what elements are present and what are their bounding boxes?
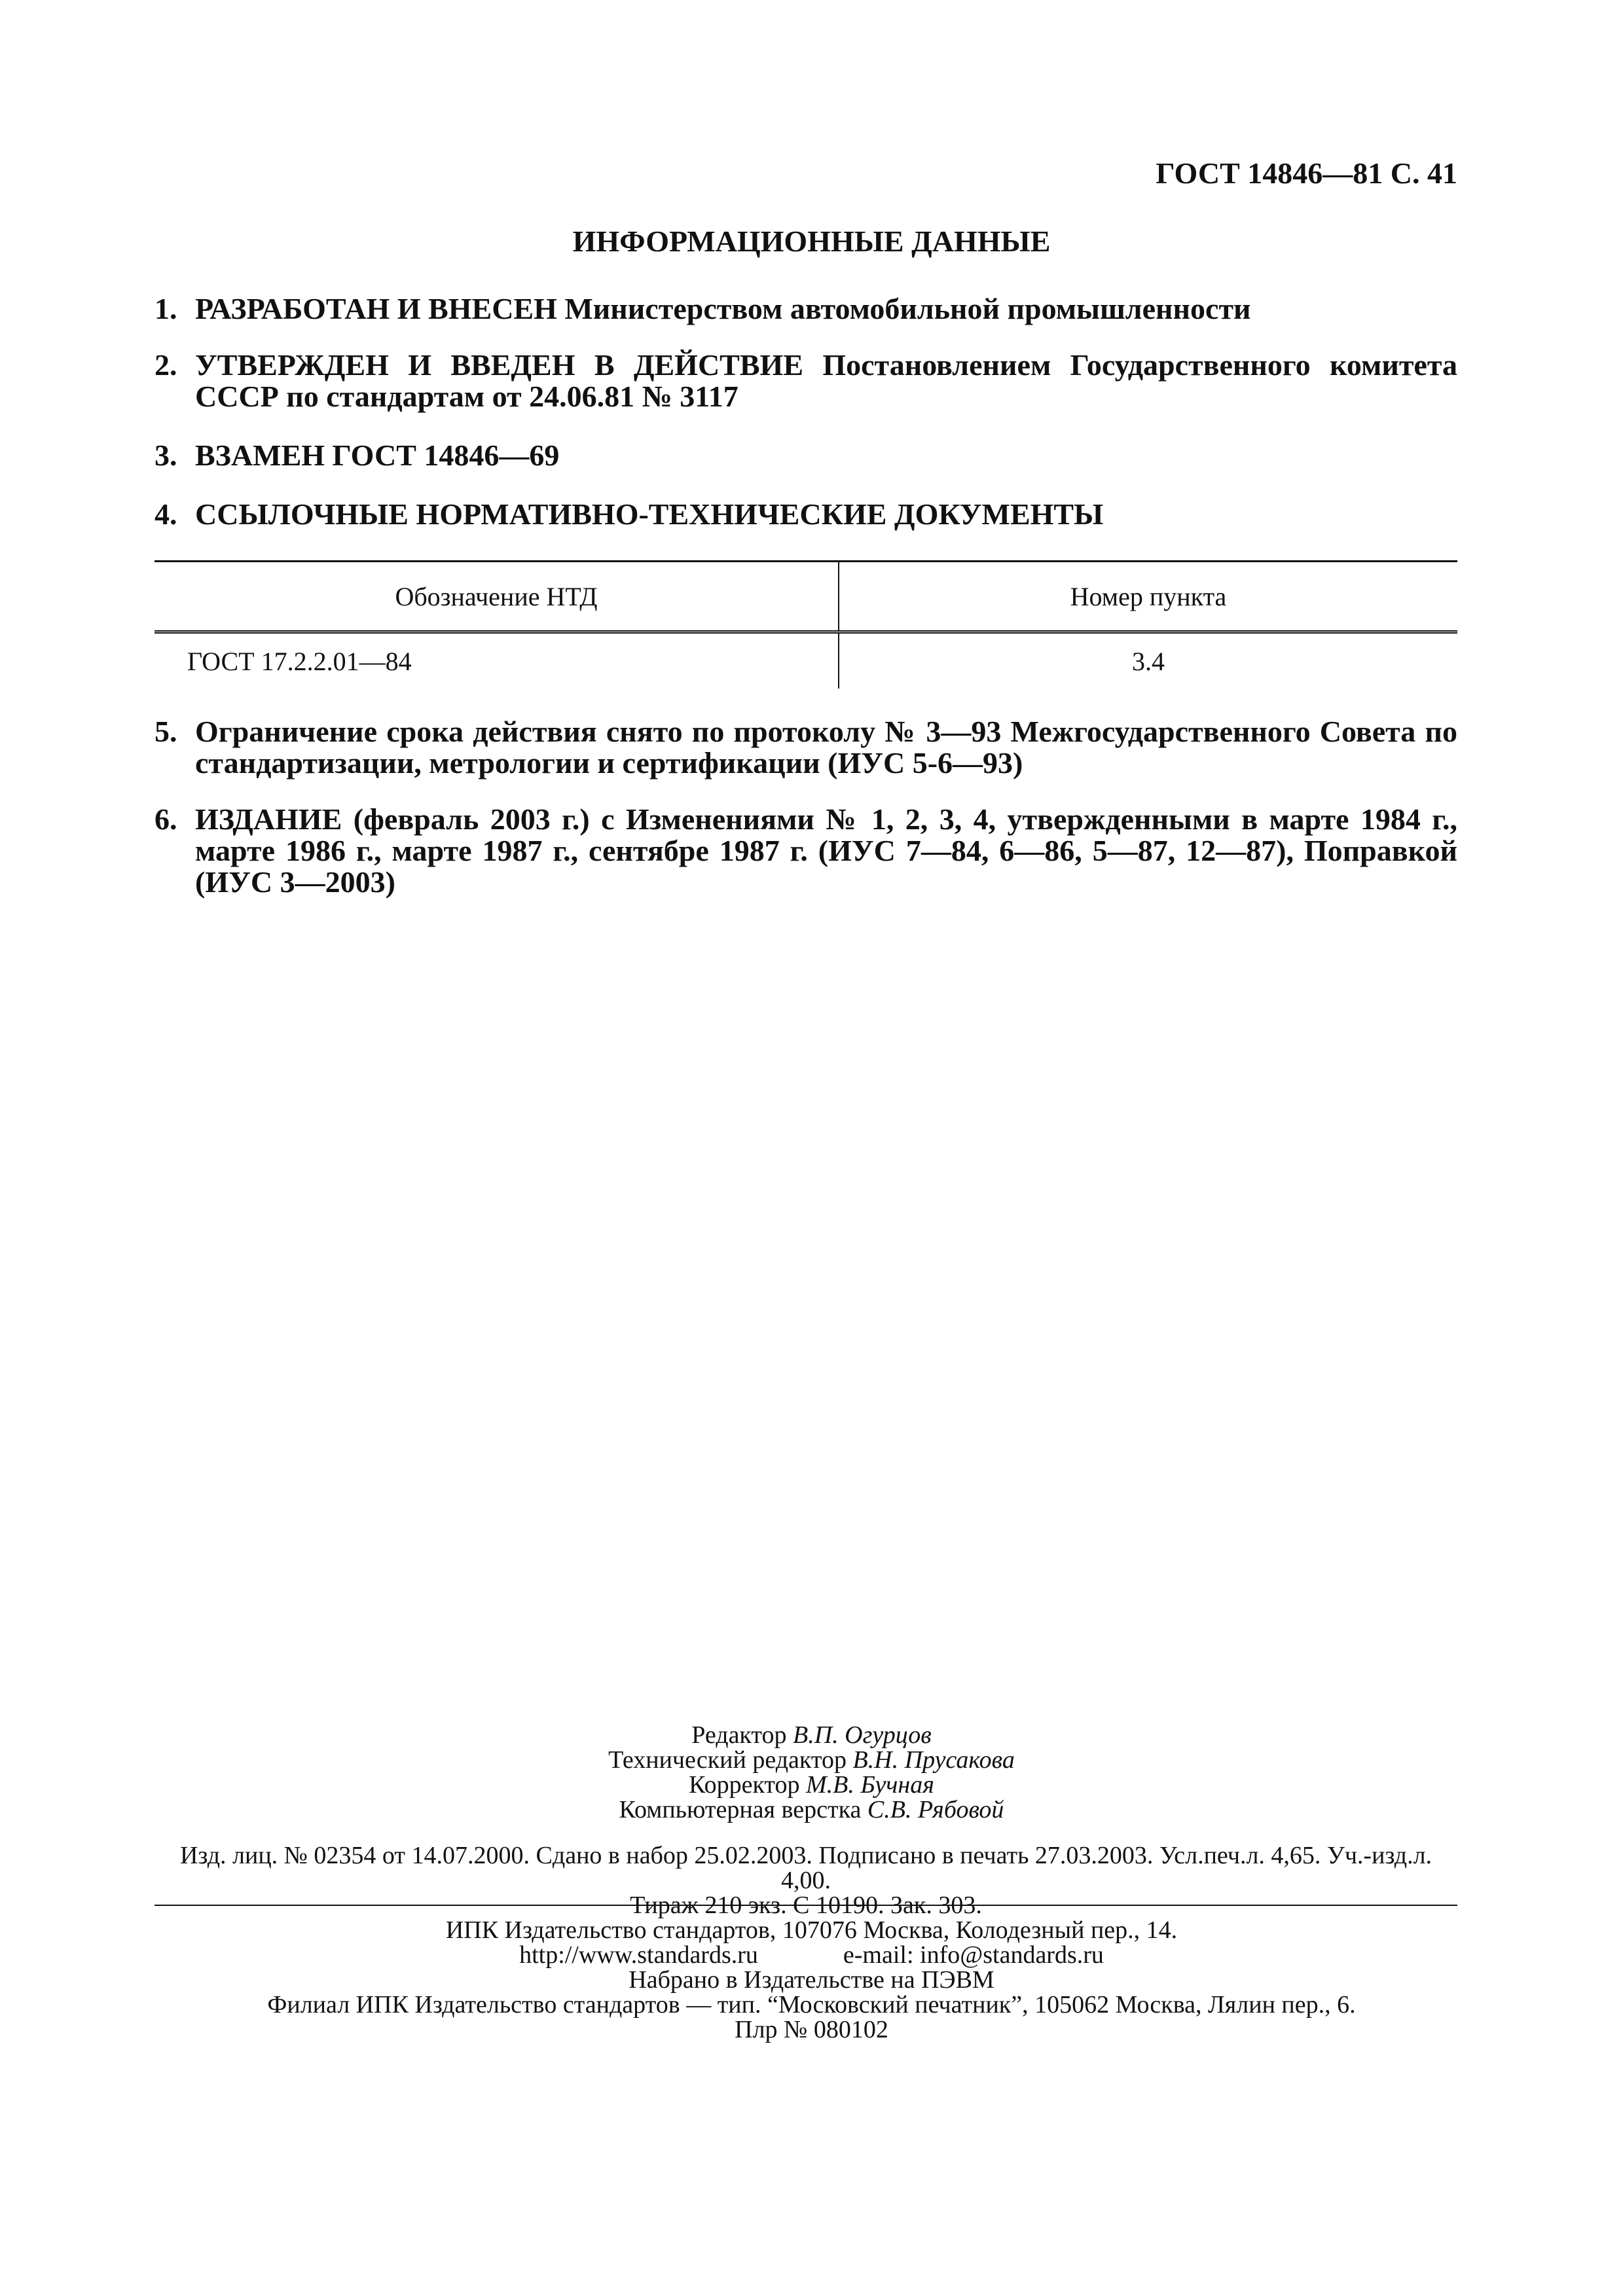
column-header: Номер пункта	[839, 562, 1457, 632]
publisher-license: Плр № 080102	[735, 2016, 888, 2043]
publisher-branch: Филиал ИПК Издательство стандартов — тип. “Московский печатник”, 105062 Москва, Лялин пер., 6.	[267, 1991, 1356, 2018]
info-item-2	[155, 350, 1457, 412]
page-header: ГОСТ 14846—81 С. 41	[1156, 156, 1457, 190]
credit-label: Технический редактор	[608, 1746, 847, 1774]
info-item-1	[155, 293, 1457, 325]
info-item-5	[155, 716, 1457, 779]
info-item-4	[155, 499, 1457, 530]
email-link[interactable]: e-mail: info@standards.ru	[843, 1941, 1104, 1969]
item-number: 6.	[155, 802, 177, 836]
item-text: УТВЕРЖДЕН И ВВЕДЕН В ДЕЙСТВИЕ Постановлением Государственного комитета СССР по стандартам от 24.06.81 № 3117	[195, 348, 1457, 413]
imprint-line: Тираж 210 экз. С 10190. Зак. 303.	[630, 1892, 982, 1919]
credit-name: С.В. Рябовой	[867, 1796, 1004, 1823]
table-cell: ГОСТ 17.2.2.01—84	[155, 632, 839, 689]
credit-name: В.Н. Прусакова	[852, 1746, 1015, 1774]
divider	[155, 1905, 1457, 1906]
item-text: Ограничение срока действия снято по протоколу № 3—93 Межгосударственного Совета по стандартизации, метрологии и сертификации (ИУС 5-6—93)	[195, 715, 1457, 780]
column-header: Обозначение НТД	[155, 562, 839, 632]
info-item-6	[155, 804, 1457, 898]
item-number: 3.	[155, 439, 177, 472]
item-number: 5.	[155, 715, 177, 748]
publisher-contacts	[0, 1943, 1623, 1967]
credits-block	[0, 1723, 1623, 1822]
item-number: 2.	[155, 348, 177, 382]
credit-label: Корректор	[689, 1771, 800, 1799]
info-item-3	[155, 440, 1457, 471]
publisher-block	[0, 1918, 1623, 2042]
item-number: 1.	[155, 292, 177, 325]
imprint-line: Изд. лиц. № 02354 от 14.07.2000. Сдано в набор 25.02.2003. Подписано в печать 27.03.2003. Усл.печ.л. 4,65. Уч.-изд.л. 4,00.	[179, 1842, 1432, 1894]
credit-editor	[0, 1723, 1623, 1748]
item-text: ССЫЛОЧНЫЕ НОРМАТИВНО-ТЕХНИЧЕСКИЕ ДОКУМЕНТЫ	[195, 497, 1104, 531]
item-text: ВЗАМЕН ГОСТ 14846—69	[195, 439, 560, 472]
credit-name: М.В. Бучная	[806, 1771, 934, 1799]
credit-name: В.П. Огурцов	[793, 1721, 932, 1749]
document-title: ИНФОРМАЦИОННЫЕ ДАННЫЕ	[572, 224, 1051, 258]
credit-tech-editor	[0, 1748, 1623, 1772]
table-row	[155, 632, 1457, 689]
table-header-row	[155, 562, 1457, 632]
website-link[interactable]: http://www.standards.ru	[519, 1941, 758, 1969]
credit-proofreader	[0, 1772, 1623, 1797]
credit-label: Компьютерная верстка	[619, 1796, 862, 1823]
imprint-block	[155, 1843, 1457, 1918]
publisher-typeset-note: Набрано в Издательстве на ПЭВМ	[629, 1966, 994, 1994]
table-cell: 3.4	[1132, 646, 1165, 676]
publisher-address: ИПК Издательство стандартов, 107076 Москва, Колодезный пер., 14.	[445, 1916, 1178, 1944]
credit-layout	[0, 1797, 1623, 1822]
item-number: 4.	[155, 497, 177, 531]
item-text: ИЗДАНИЕ (февраль 2003 г.) с Изменениями № 1, 2, 3, 4, утвержденными в марте 1984 г., марте 1986 г., марте 1987 г., сентябре 1987 г. (ИУС 7—84, 6—86, 5—87, 12—87), Поправкой (ИУС 3—2003)	[195, 802, 1457, 899]
item-text: РАЗРАБОТАН И ВНЕСЕН Министерством автомобильной промышленности	[195, 292, 1251, 325]
credit-label: Редактор	[691, 1721, 787, 1749]
reference-documents-table	[155, 560, 1457, 689]
